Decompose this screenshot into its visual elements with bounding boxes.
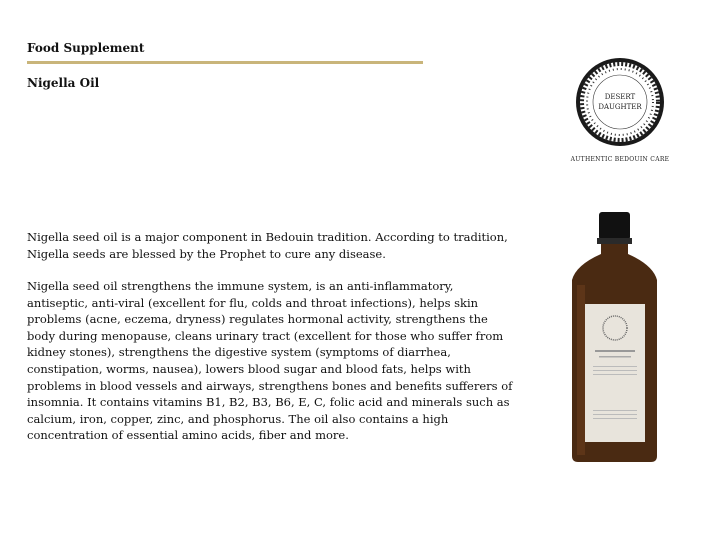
nigella-oil-bottle-image [553,210,676,465]
title-underline [27,61,423,64]
logo-line1: DESERT [604,93,636,101]
desert-daughter-logo [565,52,675,167]
page-title: Food Supplement [27,41,145,55]
benefits-paragraph: Nigella seed oil strengthens the immune system, is an anti-inflammatory, antiseptic, anti-viral (excellent for flu, colds and throat infections), helps skin problems (acne, eczema, dryness) regulates hormonal activity, strengthens the body during menopause, cleans urinary tract (excellent for those who suffer from kidney stones), strengthens the digestive system (symptoms of diarrhea, constipation, worms, nausea), lowers blood sugar and blood fats, helps with problems in blood vessels and airways, strengthens bones and benefits sufferers of insomnia. It contains vitamins B1, B2, B3, B6, E, C, folic acid and minerals such as calcium, iron, copper, zinc, and phosphorus. The oil also contains a high concentration of essential amino acids, fiber and more. [27,279,513,443]
logo-caption: AUTHENTIC BEDOUIN CARE [570,156,670,163]
intro-paragraph: Nigella seed oil is a major component in Bedouin tradition. According to tradition, Nigella seeds are blessed by the Prophet to cure any disease. [27,230,508,261]
logo-line2: DAUGHTER [598,103,642,111]
product-name: Nigella Oil [27,76,100,90]
